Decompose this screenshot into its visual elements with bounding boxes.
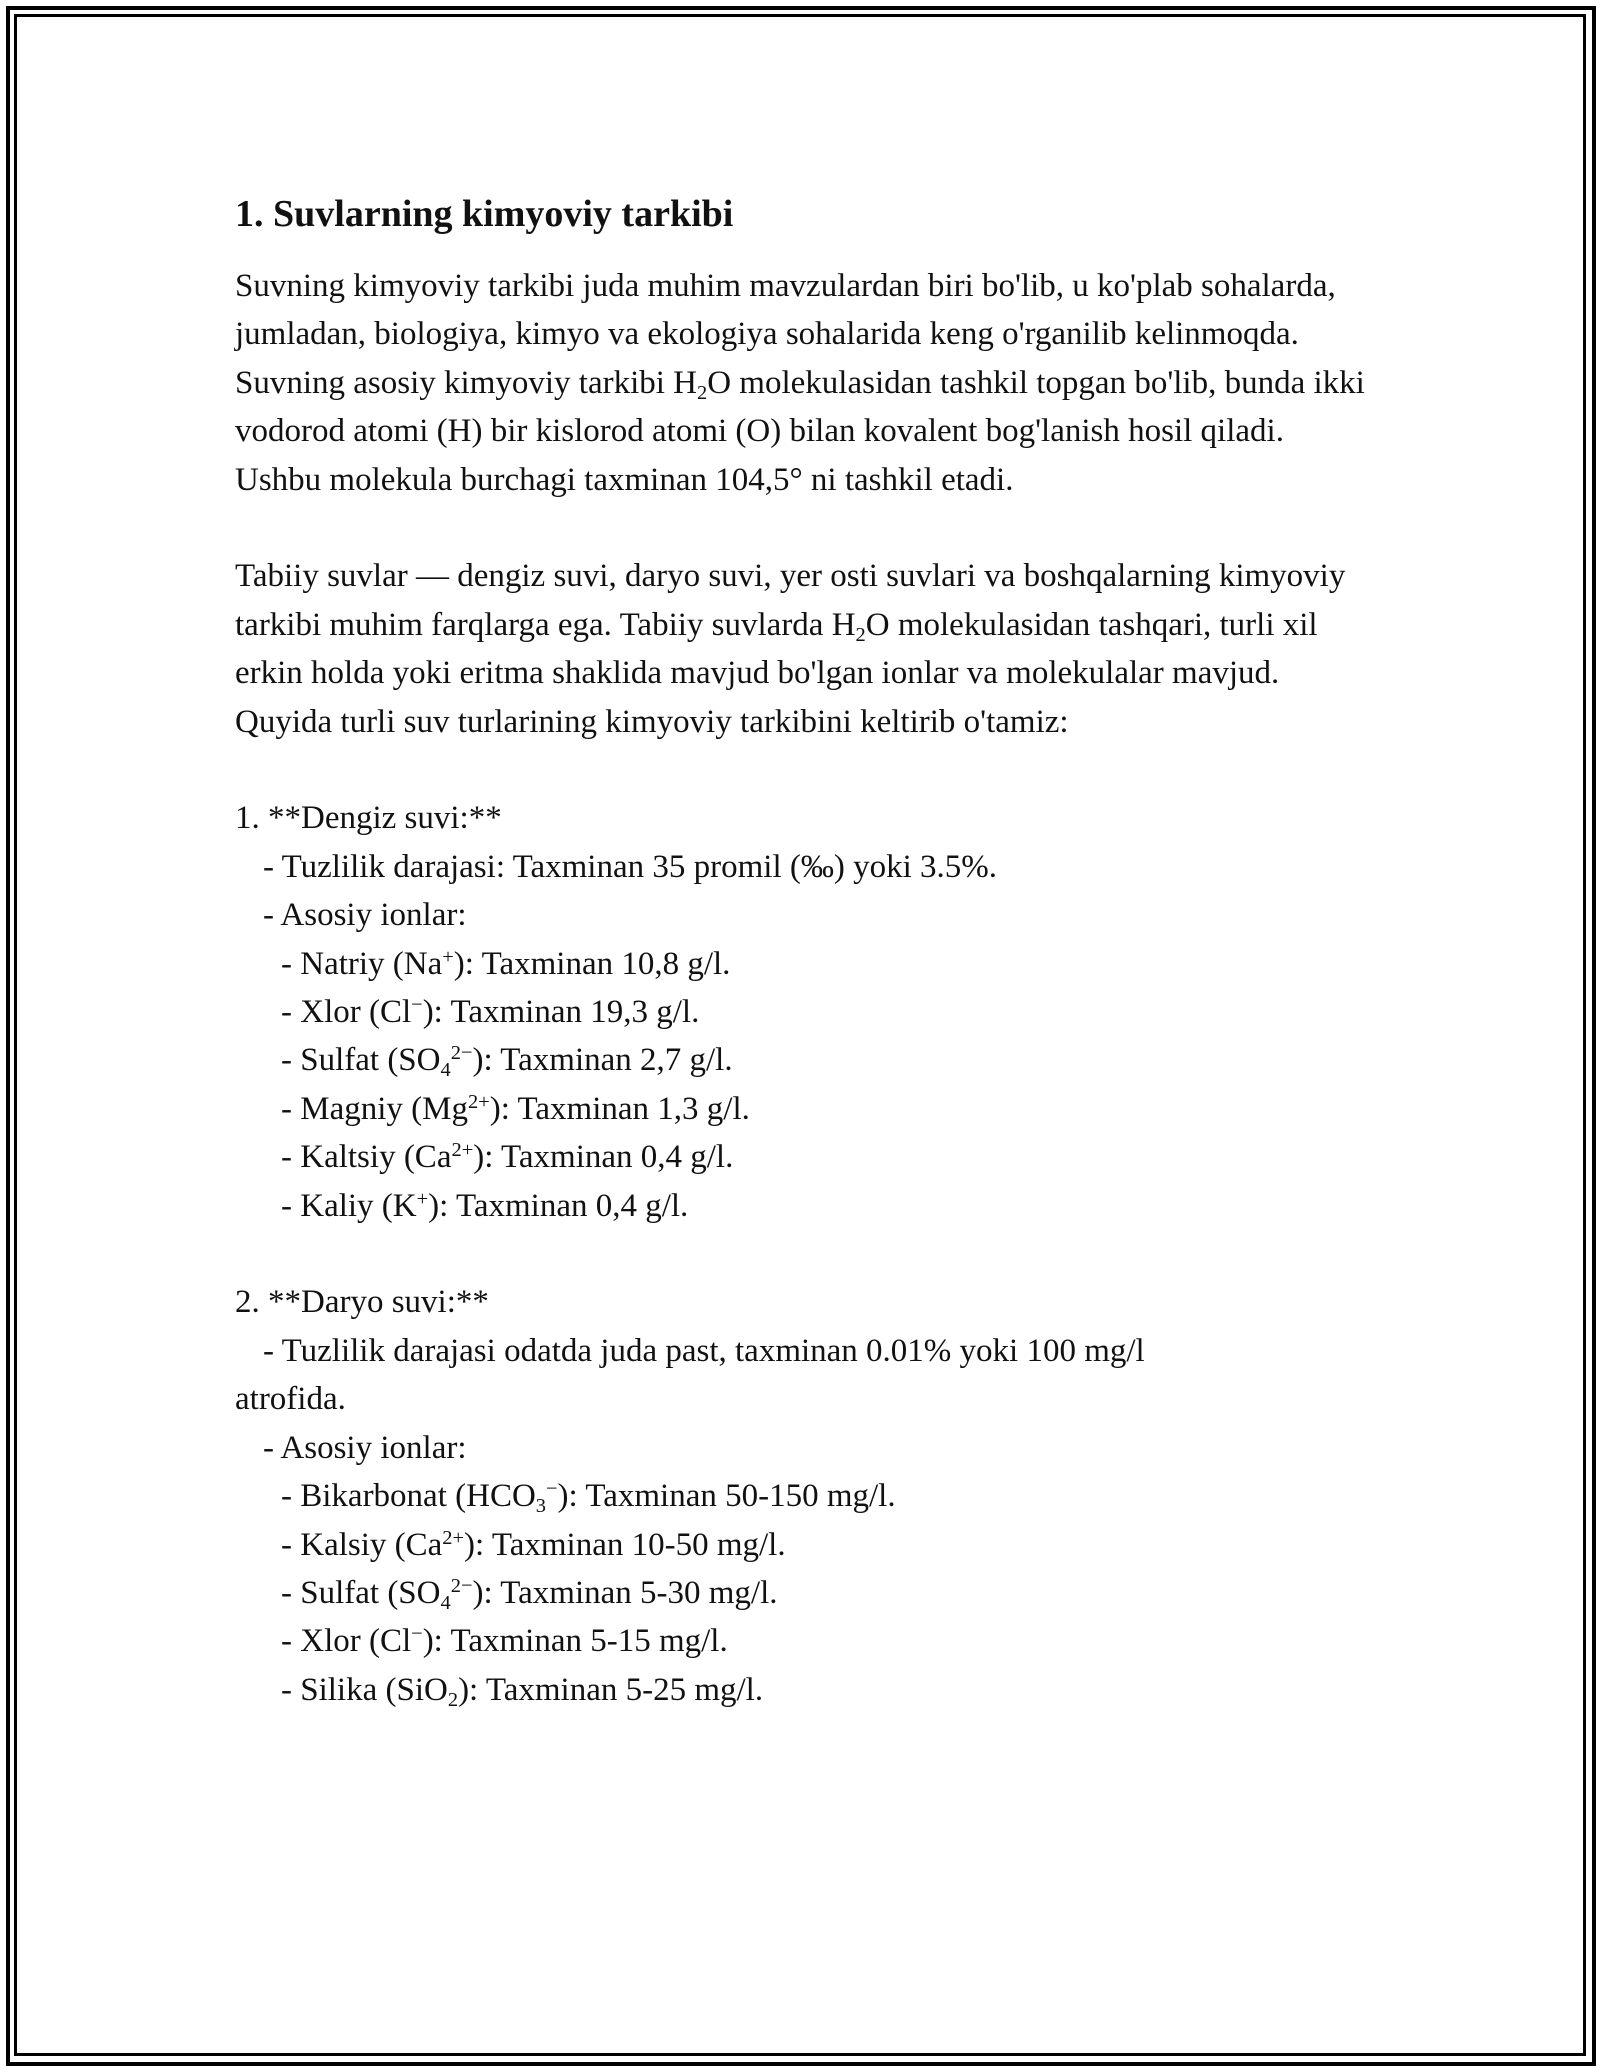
ion-sup: 2− (450, 1042, 473, 1065)
natural-subscript: 2 (855, 623, 866, 646)
ion-sub: 3 (535, 1495, 547, 1518)
sea-ion-item (235, 1085, 1365, 1133)
river-salinity-line1: - Tuzlilik darajasi odatda juda past, taxminan 0.01% yoki 100 mg/l (263, 1332, 1145, 1369)
intro-text-1: Suvning kimyoviy tarkibi juda muhim mavzulardan biri bo'lib, u ko'plab sohalarda, jumladan, biologiya, kimyo va ekologiya sohalarida keng o'rganilib kelinmoqda. Suvning asosiy kimyoviy tarkibi H (235, 268, 1336, 401)
sea-ion-item (235, 1133, 1365, 1181)
sea-ion-item (235, 1036, 1365, 1084)
ion-post: ): Taxminan 0,4 g/l. (473, 1139, 734, 1176)
sea-ions-list (235, 940, 1365, 1230)
ion-post: ): Taxminan 2,7 g/l. (472, 1042, 733, 1079)
ion-post: ): Taxminan 10-50 mg/l. (464, 1526, 786, 1563)
ion-post: ): Taxminan 1,3 g/l. (489, 1090, 750, 1127)
natural-text-1: Tabiiy suvlar — dengiz suvi, daryo suvi, yer osti suvlari va boshqalarning kimyoviy tarkibi muhim farqlarga ega. Tabiiy suvlarda H (235, 558, 1346, 643)
ion-sup: − (546, 1477, 558, 1500)
river-ions-list (235, 1472, 1365, 1714)
ion-post: ): Taxminan 19,3 g/l. (422, 994, 700, 1031)
river-ions-label: - Asosiy ionlar: (263, 1429, 467, 1466)
ion-post: ): Taxminan 5-15 mg/l. (422, 1623, 728, 1660)
river-ion-item (235, 1521, 1365, 1569)
ion-sup: 2+ (442, 1526, 465, 1549)
ion-sup: − (411, 993, 423, 1016)
ion-pre: - Magniy (Mg (281, 1090, 468, 1127)
ion-post: ): Taxminan 50-150 mg/l. (557, 1478, 896, 1515)
ion-pre: - Kaliy (K (281, 1187, 417, 1224)
ion-sub: 2 (447, 1688, 459, 1711)
ion-sup: − (411, 1623, 423, 1646)
sea-ion-item (235, 988, 1365, 1036)
natural-text-2: O molekulasidan tashqari, turli xil erkin holda yoki eritma shaklida mavjud bo'lgan ionlar va molekulalar mavjud. Quyida turli suv turlarining kimyoviy tarkibini keltirib o'tamiz: (235, 606, 1318, 740)
ion-pre: - Sulfat (SO (281, 1042, 441, 1079)
sea-ions-label: - Asosiy ionlar: (263, 897, 467, 934)
ion-post: ): Taxminan 0,4 g/l. (428, 1187, 689, 1224)
intro-subscript: 2 (697, 381, 708, 404)
sea-water-section (235, 794, 1365, 1230)
ion-pre: - Xlor (Cl (281, 994, 412, 1031)
ion-pre: - Silika (SiO (281, 1671, 448, 1708)
sea-water-title: 1. **Dengiz suvi:** (235, 800, 502, 837)
river-ion-item (235, 1666, 1365, 1714)
ion-pre: - Natriy (Na (281, 945, 443, 982)
sea-ion-item (235, 940, 1365, 988)
ion-sup: + (416, 1187, 429, 1210)
intro-text-2: O molekulasidan tashkil topgan bo'lib, bunda ikki vodorod atomi (H) bir kislorod atomi (O) bilan kovalent bog'lanish hosil qiladi. Ushbu molekula burchagi taxminan 104,5° ni tashkil etadi. (235, 364, 1365, 498)
ion-sub: 4 (440, 1059, 451, 1082)
ion-sup: 2− (450, 1574, 473, 1597)
river-ion-item (235, 1569, 1365, 1617)
ion-sup: 2+ (451, 1139, 474, 1162)
ion-pre: - Kalsiy (Ca (281, 1526, 443, 1563)
sea-salinity: - Tuzlilik darajasi: Taxminan 35 promil (‰) yoki 3.5%. (263, 848, 998, 885)
document-body (235, 188, 1365, 1714)
ion-post: ): Taxminan 5-30 mg/l. (472, 1574, 778, 1611)
river-salinity-line2: atrofida. (235, 1381, 346, 1418)
ion-pre: - Kaltsiy (Ca (281, 1139, 452, 1176)
river-water-section (235, 1278, 1365, 1714)
ion-sup: + (442, 945, 454, 968)
natural-water-paragraph (235, 552, 1365, 746)
section-heading: 1. Suvlarning kimyoviy tarkibi (235, 193, 734, 235)
river-ion-item (235, 1617, 1365, 1665)
sea-ion-item (235, 1182, 1365, 1230)
river-water-title: 2. **Daryo suvi:** (235, 1284, 489, 1321)
river-ion-item (235, 1472, 1365, 1520)
ion-sub: 4 (440, 1592, 451, 1615)
ion-pre: - Sulfat (SO (281, 1574, 441, 1611)
ion-pre: - Bikarbonat (HCO (281, 1478, 536, 1515)
intro-paragraph (235, 262, 1365, 504)
ion-pre: - Xlor (Cl (281, 1623, 412, 1660)
ion-post: ): Taxminan 10,8 g/l. (453, 945, 731, 982)
ion-sup: 2+ (467, 1090, 490, 1113)
ion-post: ): Taxminan 5-25 mg/l. (458, 1671, 764, 1708)
